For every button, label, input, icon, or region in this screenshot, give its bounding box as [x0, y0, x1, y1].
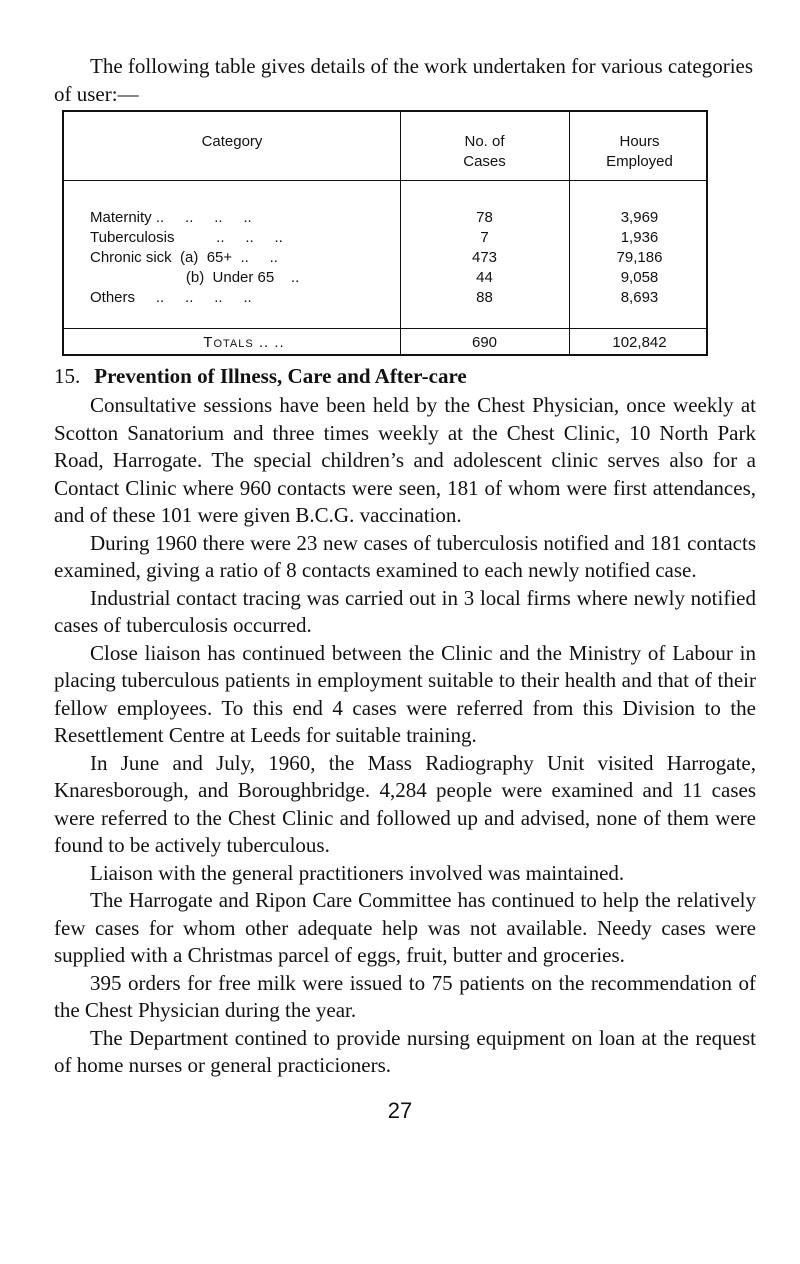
paragraph: Liaison with the general practitioners involved was maintained. [90, 860, 625, 885]
row-label: (b) Under 65 .. [90, 269, 300, 286]
intro-sentence: The following table gives details of the work undertaken for various categories of user:— [54, 54, 754, 106]
row-cases: 44 [476, 269, 493, 286]
row-cases: 78 [476, 209, 493, 226]
header-cases [400, 132, 569, 172]
row-cases: 88 [476, 289, 493, 306]
header-cases-line2: Cases [463, 153, 506, 170]
header-hours [569, 132, 710, 172]
row-hours: 1,936 [620, 229, 659, 246]
paragraph: Industrial contact tracing was carried out in 3 local firms where newly notified cases of tuberculosis occurred. [54, 585, 756, 637]
paragraph: The Department contined to provide nursing equipment on loan at the request of home nurses or general practicioners. [54, 1025, 756, 1077]
paragraph: In June and July, 1960, the Mass Radiography Unit visited Harrogate, Knaresborough, and Boroughbridge. 4,284 people were examined and 11 cases were referred to the Chest Clinic and followed up and advised, none of them were found to be actively tuberculous. [54, 750, 756, 857]
page-number: 27 [387, 1098, 413, 1123]
totals-label: Totals .. .. [203, 334, 285, 351]
paragraph: During 1960 there were 23 new cases of tuberculosis notified and 181 contacts examined, giving a ratio of 8 contacts examined to each newly notified case. [54, 530, 756, 582]
row-hours: 79,186 [616, 249, 663, 266]
paragraph: The Harrogate and Ripon Care Committee has continued to help the relatively few cases for whom other adequate help was not available. Needy cases were supplied with a Christmas parcel of eggs, fruit, butter and groceries. [54, 888, 756, 967]
row-label: Tuberculosis .. .. .. [90, 229, 283, 246]
paragraph: Consultative sessions have been held by the Chest Physician, once weekly at Scotton Sanatorium and three times weekly at the Chest Clinic, 10 North Park Road, Harrogate. The special children’s and adolescent clinic serves also for a Contact Clinic where 960 contacts were seen, 181 of whom were first attendances, and of these 101 were given B.C.G. vaccination. [54, 393, 756, 527]
row-hours: 9,058 [620, 269, 659, 286]
row-hours: 3,969 [620, 209, 659, 226]
table-row [64, 228, 706, 248]
table-row [64, 248, 706, 268]
work-table [62, 110, 708, 356]
row-label: Others .. .. .. .. [90, 289, 252, 306]
header-divider [64, 180, 706, 181]
header-cases-line1: No. of [464, 133, 505, 150]
intro-text [54, 52, 754, 108]
section-body [54, 392, 756, 1080]
row-label: Chronic sick (a) 65+ .. .. [90, 249, 278, 266]
row-cases: 7 [480, 229, 489, 246]
totals-hours: 102,842 [612, 334, 667, 351]
header-hours-line2: Employed [606, 153, 673, 170]
table-row [64, 268, 706, 288]
section-number: 15. [54, 364, 81, 388]
row-label: Maternity .. .. .. .. [90, 209, 252, 226]
section-title: Prevention of Illness, Care and After-care [94, 364, 467, 388]
row-cases: 473 [471, 249, 498, 266]
table-row [64, 208, 706, 228]
totals-divider [64, 328, 706, 329]
table-row [64, 288, 706, 308]
header-hours-line1: Hours [619, 133, 660, 150]
header-category: Category [201, 133, 263, 150]
paragraph: Close liaison has continued between the Clinic and the Ministry of Labour in placing tuberculous patients in employment suitable to their health and that of their fellow employees. To this end 4 cases were referred from this Division to the Resettlement Centre at Leeds for suitable training. [54, 640, 756, 747]
paragraph: 395 orders for free milk were issued to 75 patients on the recommendation of the Chest Physician during the year. [54, 970, 756, 1022]
section-heading [54, 364, 467, 389]
totals-cases: 690 [471, 334, 498, 351]
row-hours: 8,693 [620, 289, 659, 306]
